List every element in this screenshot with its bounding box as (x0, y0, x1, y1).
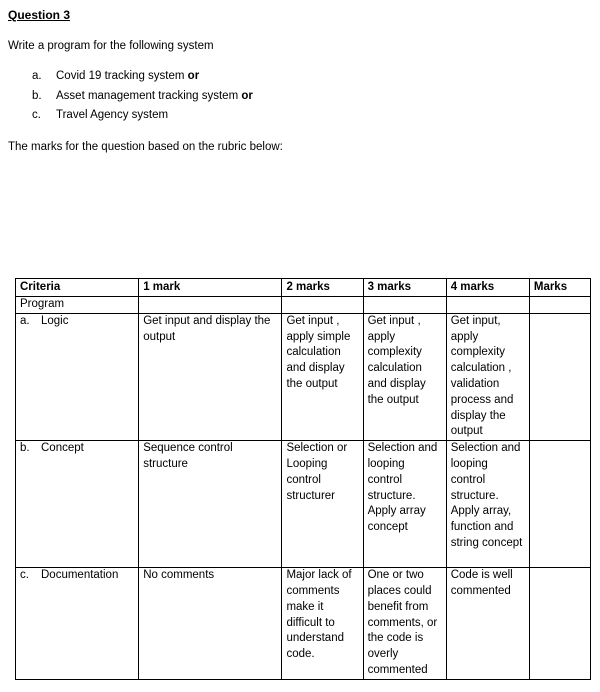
criterion-letter: c. (20, 569, 29, 582)
option-b (32, 90, 253, 102)
marks-cell (529, 313, 590, 440)
marks-cell (529, 568, 590, 680)
header-criteria: Criteria (16, 279, 139, 297)
rubric-intro: The marks for the question based on the rubric below: (8, 141, 283, 153)
section-label: Program (16, 297, 139, 314)
option-letter: a. (32, 70, 42, 82)
criterion-label: Documentation (41, 569, 119, 582)
header-2-marks: 2 marks (282, 279, 363, 297)
header-4-marks: 4 marks (446, 279, 529, 297)
table-row-documentation (16, 568, 591, 680)
option-text: Travel Agency system (56, 109, 169, 121)
header-marks: Marks (529, 279, 590, 297)
table-row-logic (16, 313, 591, 440)
marks-cell (529, 441, 590, 568)
table-cell: Code is well commented (446, 568, 529, 680)
option-text: Asset management tracking system (56, 90, 239, 102)
criterion-letter: a. (20, 314, 30, 327)
table-row-concept (16, 441, 591, 568)
table-cell: Sequence control structure (139, 441, 282, 568)
option-c (32, 109, 168, 121)
option-letter: b. (32, 90, 42, 102)
header-3-marks: 3 marks (363, 279, 446, 297)
option-letter: c. (32, 109, 41, 121)
table-cell (363, 297, 446, 314)
table-cell (282, 297, 363, 314)
table-cell (139, 297, 282, 314)
table-cell: Get input , apply complexity calculation and display the output (363, 313, 446, 440)
table-cell: Selection and looping control structure. Apply array concept (363, 441, 446, 568)
criterion-logic (16, 313, 139, 440)
rubric-table (15, 278, 591, 680)
option-suffix: or (187, 70, 200, 82)
table-cell: Selection or Looping control structurer (282, 441, 363, 568)
criterion-concept (16, 441, 139, 568)
criterion-letter: b. (20, 442, 30, 455)
option-suffix: or (241, 90, 253, 102)
header-1-mark: 1 mark (139, 279, 282, 297)
table-cell: Get input and display the output (139, 313, 282, 440)
option-text: Covid 19 tracking system (56, 70, 185, 82)
option-a (32, 70, 199, 82)
criterion-documentation (16, 568, 139, 680)
table-cell: One or two places could benefit from comments, or the code is overly commented (363, 568, 446, 680)
question-title: Question 3 (8, 8, 71, 22)
section-row (16, 297, 591, 314)
criterion-label: Logic (41, 314, 69, 327)
table-header-row (16, 279, 591, 297)
criterion-label: Concept (41, 442, 84, 455)
table-cell: Get input , apply simple calculation and display the output (282, 313, 363, 440)
table-cell (446, 297, 529, 314)
table-cell: Selection and looping control structure. Apply array, function and string concept (446, 441, 529, 568)
table-cell: Major lack of comments make it difficult to understand code. (282, 568, 363, 680)
table-cell (529, 297, 590, 314)
table-cell: No comments (139, 568, 282, 680)
question-instruction: Write a program for the following system (8, 40, 214, 52)
table-cell: Get input, apply complexity calculation , validation process and display the output (446, 313, 529, 440)
